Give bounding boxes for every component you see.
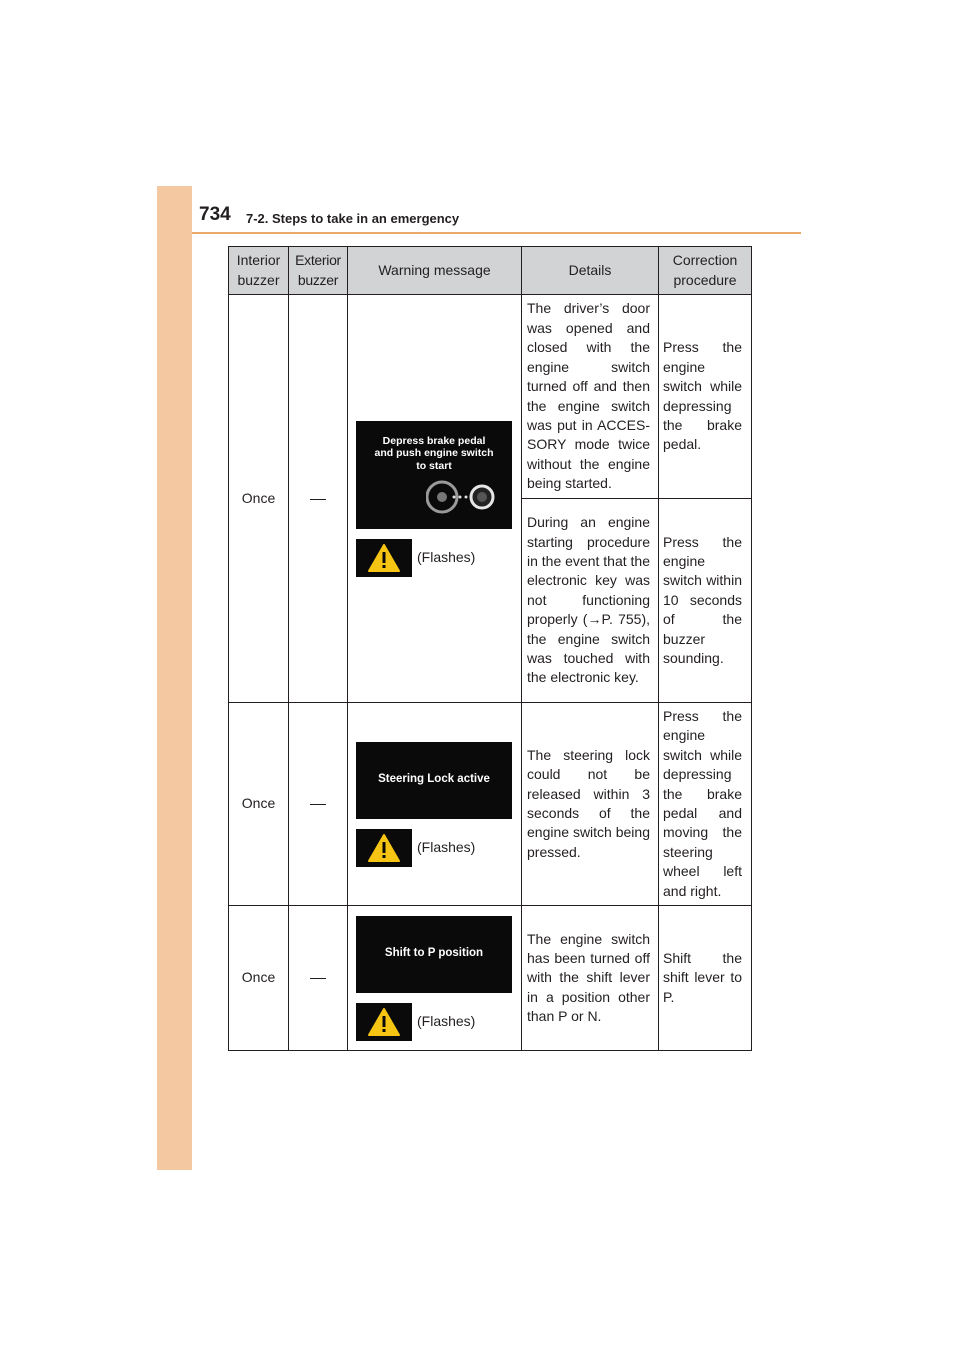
screen-message-text: Depress brake pedal and push engine switch to start — [374, 434, 494, 472]
display-screen-image — [356, 421, 512, 529]
warning-triangle-icon — [356, 829, 412, 867]
correction-cell: Shift the shift lever to P. — [659, 906, 752, 1051]
details-cell: The driver’s door was opened and closed with the engine switch turned off and then the engine switch was put in ACCES-SORY mode twice without the engine being started. — [522, 295, 659, 499]
table-row — [229, 295, 752, 499]
header-warning-message: Warning message — [348, 247, 522, 295]
details-cell: During an engine starting procedure in the event that the electronic key was not functioning properly (→P. 755), the engine switch was touched with the electronic key. — [522, 499, 659, 703]
flashes-label: (Flashes) — [417, 1012, 476, 1029]
warning-indicator-row — [356, 1003, 521, 1041]
table-row — [229, 906, 752, 1051]
warning-indicator-row — [356, 829, 521, 867]
exterior-buzzer-cell — [289, 295, 348, 703]
warning-message-cell — [348, 906, 522, 1051]
screen-message-text: Shift to P position — [384, 947, 484, 960]
table-header-row — [229, 247, 752, 295]
chapter-tab-sidebar — [157, 186, 192, 1170]
warning-triangle-icon — [356, 539, 412, 577]
interior-buzzer-cell: Once — [229, 906, 289, 1051]
screen-message-text: Steering Lock active — [378, 773, 490, 786]
warning-message-table — [228, 246, 752, 1051]
correction-cell: Press the engine switch while depressing the brake pedal and moving the steering wheel left and right. — [659, 703, 752, 906]
warning-indicator-row — [356, 539, 521, 577]
interior-buzzer-cell: Once — [229, 703, 289, 906]
display-screen-image — [356, 916, 512, 993]
details-cell: The engine switch has been turned off with the shift lever in a position other than P or N. — [522, 906, 659, 1051]
flashes-label: (Flashes) — [417, 548, 476, 565]
header-exterior-buzzer: Exterior buzzer — [289, 247, 348, 295]
header-correction-procedure: Correction procedure — [659, 247, 752, 295]
page-number: 734 — [199, 204, 231, 225]
header-details: Details — [522, 247, 659, 295]
dash-mark — [310, 978, 326, 979]
display-screen-image — [356, 742, 512, 819]
table-row — [229, 703, 752, 906]
warning-triangle-icon — [356, 1003, 412, 1041]
interior-buzzer-cell: Once — [229, 295, 289, 703]
exterior-buzzer-cell — [289, 906, 348, 1051]
flashes-label: (Flashes) — [417, 838, 476, 855]
details-cell: The steering lock could not be released within 3 seconds of the engine switch being pressed. — [522, 703, 659, 906]
correction-cell: Press the engine switch while depressing the brake pedal. — [659, 295, 752, 499]
steering-wheel-icon — [426, 473, 498, 521]
dash-mark — [310, 499, 326, 500]
exterior-buzzer-cell — [289, 703, 348, 906]
warning-message-cell — [348, 295, 522, 703]
correction-cell: Press the engine switch within 10 seconds of the buzzer sounding. — [659, 499, 752, 703]
header-interior-buzzer: Interior buzzer — [229, 247, 289, 295]
warning-message-cell — [348, 703, 522, 906]
header-rule — [192, 232, 801, 234]
dash-mark — [310, 804, 326, 805]
section-title: 7-2. Steps to take in an emergency — [246, 211, 460, 226]
